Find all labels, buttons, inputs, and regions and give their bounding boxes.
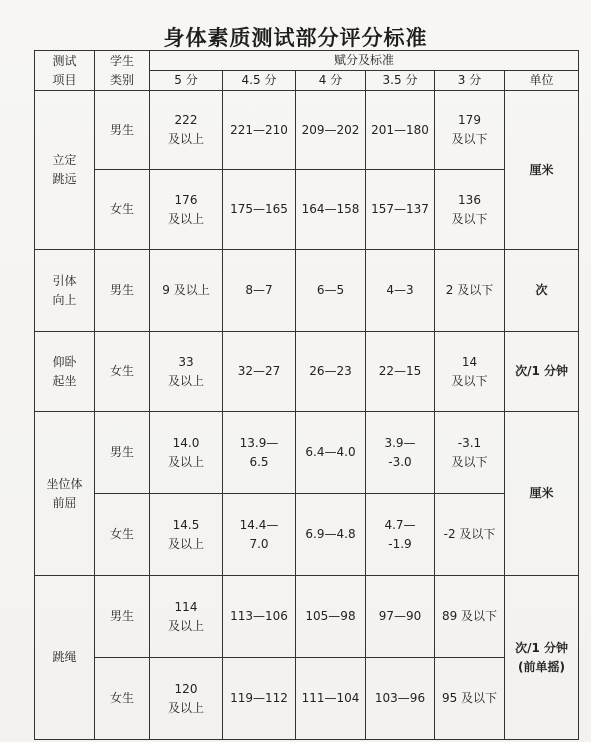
score-cell: 157—137: [366, 170, 435, 250]
table-row: [35, 332, 579, 412]
header-score-4: 4 分: [296, 71, 366, 91]
score-cell: 6.9—4.8: [296, 494, 366, 576]
score-cell: -2 及以下: [435, 494, 505, 576]
score-cell: 164—158: [296, 170, 366, 250]
header-item-line2: 项目: [52, 72, 77, 87]
score-cell: 97—90: [366, 576, 435, 658]
item-name-cell: [35, 250, 95, 332]
score-cell: 176 及以上: [150, 170, 223, 250]
score-cell: 175—165: [223, 170, 296, 250]
table-row: [35, 91, 579, 170]
score-cell: 14.4— 7.0: [223, 494, 296, 576]
score-cell: 6.4—4.0: [296, 412, 366, 494]
header-unit: 单位: [505, 71, 579, 91]
score-cell: 6—5: [296, 250, 366, 332]
score-cell: 209—202: [296, 91, 366, 170]
score-cell: -3.1 及以下: [435, 412, 505, 494]
score-cell: 14 及以下: [435, 332, 505, 412]
score-cell: 120 及以上: [150, 658, 223, 740]
score-cell: 95 及以下: [435, 658, 505, 740]
student-type: 女生: [95, 170, 150, 250]
score-cell: 114 及以上: [150, 576, 223, 658]
unit-cell: 次/1 分钟 (前单摇): [505, 576, 579, 740]
unit-cell: 厘米: [505, 412, 579, 576]
score-cell: 9 及以上: [150, 250, 223, 332]
student-type: 女生: [95, 658, 150, 740]
item-name-line: 立定: [52, 153, 77, 167]
item-name-line: 跳绳: [52, 650, 77, 664]
header-type-line1: 学生: [109, 53, 134, 68]
item-name-cell: [35, 332, 95, 412]
table-row: [35, 494, 579, 576]
score-cell: 179 及以下: [435, 91, 505, 170]
student-type: 女生: [95, 332, 150, 412]
score-cell: 32—27: [223, 332, 296, 412]
item-name-line: 仰卧: [52, 354, 77, 369]
student-type: 男生: [95, 91, 150, 170]
score-cell: 4.7— -1.9: [366, 494, 435, 576]
score-table: [34, 50, 579, 740]
score-cell: 33 及以上: [150, 332, 223, 412]
score-cell: 2 及以下: [435, 250, 505, 332]
unit-cell: 次/1 分钟: [505, 332, 579, 412]
score-cell: 119—112: [223, 658, 296, 740]
header-score-3-5: 3.5 分: [366, 71, 435, 91]
unit-cell: 厘米: [505, 91, 579, 250]
header-row: [35, 51, 579, 71]
table-row: [35, 658, 579, 740]
header-score-5: 5 分: [150, 71, 223, 91]
student-type: 女生: [95, 494, 150, 576]
score-cell: 14.5 及以上: [150, 494, 223, 576]
student-type: 男生: [95, 412, 150, 494]
score-cell: 113—106: [223, 576, 296, 658]
item-name-cell: [35, 91, 95, 250]
header-item-cell: [35, 51, 95, 91]
table-row: [35, 412, 579, 494]
score-cell: 3.9— -3.0: [366, 412, 435, 494]
item-name-cell: [35, 576, 95, 740]
score-cell: 136 及以下: [435, 170, 505, 250]
header-type-cell: [95, 51, 150, 91]
score-cell: 221—210: [223, 91, 296, 170]
score-cell: 222 及以上: [150, 91, 223, 170]
item-name-line: 引体: [52, 273, 77, 288]
score-cell: 103—96: [366, 658, 435, 740]
score-cell: 26—23: [296, 332, 366, 412]
unit-cell: 次: [505, 250, 579, 332]
student-type: 男生: [95, 250, 150, 332]
header-item-line1: 测试: [52, 53, 77, 68]
score-cell: 4—3: [366, 250, 435, 332]
header-score-3: 3 分: [435, 71, 505, 91]
table-row: [35, 170, 579, 250]
score-cell: 22—15: [366, 332, 435, 412]
table-row: [35, 576, 579, 658]
score-cell: 89 及以下: [435, 576, 505, 658]
score-cell: 14.0 及以上: [150, 412, 223, 494]
item-name-line: 坐位体: [46, 476, 83, 491]
item-name-cell: [35, 412, 95, 576]
header-score-standard: 赋分及标准: [150, 51, 579, 71]
score-cell: 111—104: [296, 658, 366, 740]
table-row: [35, 250, 579, 332]
header-score-4-5: 4.5 分: [223, 71, 296, 91]
item-name-line: 起坐: [52, 373, 77, 388]
header-type-line2: 类别: [109, 72, 134, 87]
score-cell: 8—7: [223, 250, 296, 332]
item-name-line: 跳远: [52, 172, 77, 186]
item-name-line: 向上: [52, 292, 77, 307]
item-name-line: 前屈: [52, 495, 77, 510]
score-cell: 13.9— 6.5: [223, 412, 296, 494]
score-cell: 201—180: [366, 91, 435, 170]
page-title: 身体素质测试部分评分标准: [163, 26, 428, 50]
score-cell: 105—98: [296, 576, 366, 658]
student-type: 男生: [95, 576, 150, 658]
